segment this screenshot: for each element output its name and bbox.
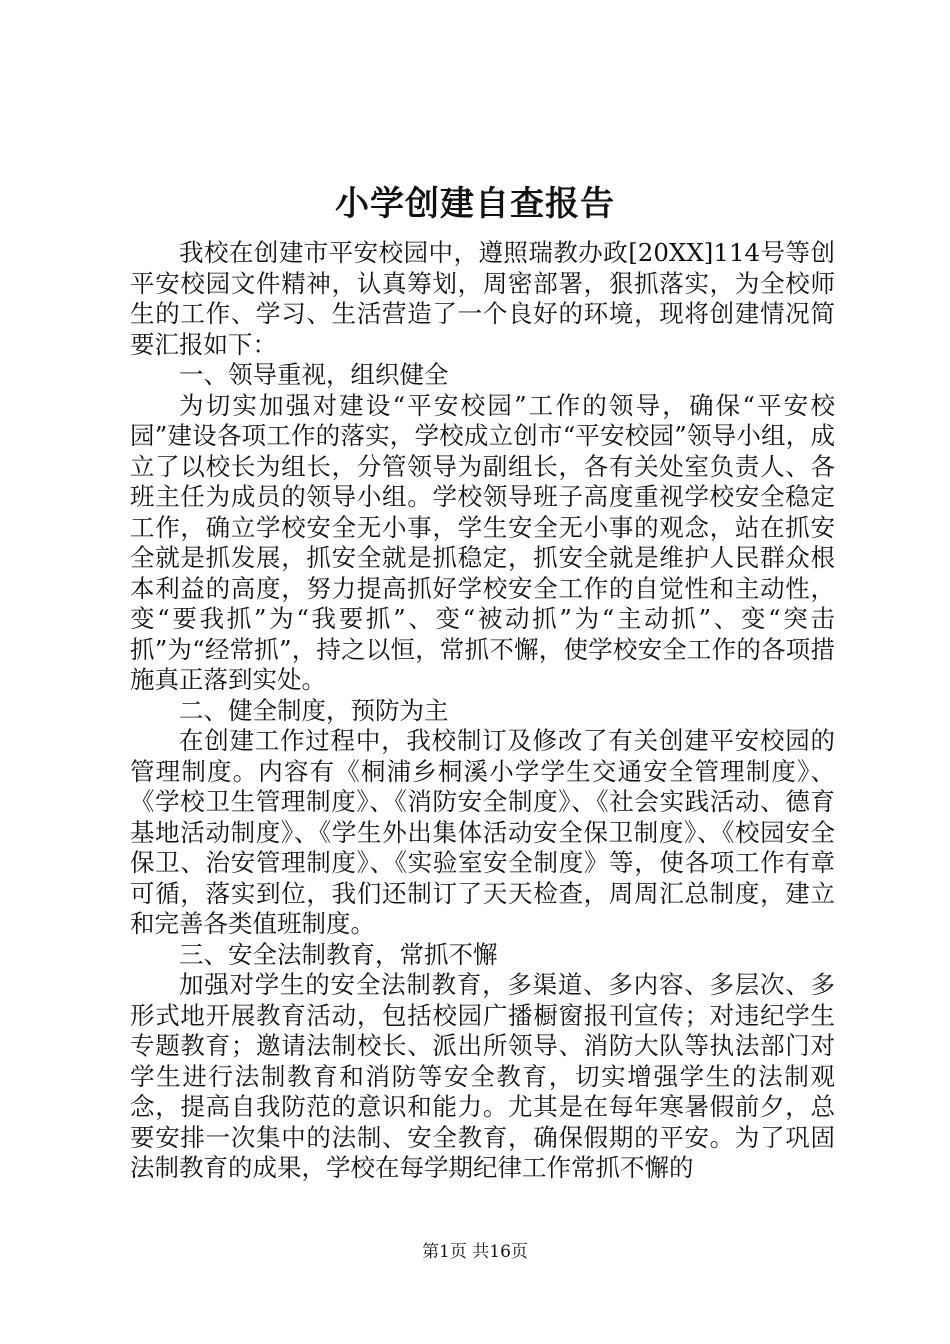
- section-paragraph-2: 在创建工作过程中，我校制订及修改了有关创建平安校园的管理制度。内容有《桐浦乡桐溪小学学生交通安全管理制度》、《学校卫生管理制度》、《消防安全制度》、《社会实践活动、德育基地活动制度》、《学生外出集体活动安全保卫制度》、《校园安全保卫、治安管理制度》、《实验室安全制度》等，使各项工作有章可循，落实到位，我们还制订了天天检查，周周汇总制度，建立和完善各类值班制度。: [130, 726, 835, 938]
- document-title: 小学创建自查报告: [335, 184, 615, 224]
- page-number-footer: 第1页 共16页: [422, 1242, 528, 1262]
- section-paragraph-1: 为切实加强对建设“平安校园”工作的领导，确保“平安校园”建设各项工作的落实，学校成立创市“平安校园”领导小组，成立了以校长为组长，分管领导为副组长，各有关处室负责人、各班主任为成员的领导小组。学校领导班子高度重视学校安全稳定工作，确立学校安全无小事，学生安全无小事的观念，站在抓安全就是抓发展，抓安全就是抓稳定，抓安全就是维护人民群众根本利益的高度，努力提高抓好学校安全工作的自觉性和主动性，变“要我抓”为“我要抓”、变“被动抓”为“主动抓”、变“突击抓”为“经常抓”，持之以恒，常抓不懈，使学校安全工作的各项措施真正落到实处。: [130, 390, 835, 694]
- section-heading-1: 一、领导重视，组织健全: [179, 360, 449, 389]
- section-heading-2: 二、健全制度，预防为主: [179, 695, 449, 725]
- document-body: [130, 238, 835, 1184]
- section-heading-3: 三、安全法制教育，常抓不懈: [179, 939, 498, 969]
- intro-paragraph: 我校在创建市平安校园中，遵照瑞教办政[20XX]114号等创平安校园文件精神，认真筹划，周密部署，狠抓落实，为全校师生的工作、学习、生活营造了一个良好的环境，现将创建情况简要汇报如下：: [130, 238, 835, 359]
- section-paragraph-3: 加强对学生的安全法制教育，多渠道、多内容、多层次、多形式地开展教育活动，包括校园广播橱窗报刊宣传；对违纪学生专题教育；邀请法制校长、派出所领导、消防大队等执法部门对学生进行法制教育和消防等安全教育，切实增强学生的法制观念，提高自我防范的意识和能力。尤其是在每年寒暑假前夕，总要安排一次集中的法制、安全教育，确保假期的平安。为了巩固法制教育的成果，学校在每学期纪律工作常抓不懈的: [130, 970, 835, 1182]
